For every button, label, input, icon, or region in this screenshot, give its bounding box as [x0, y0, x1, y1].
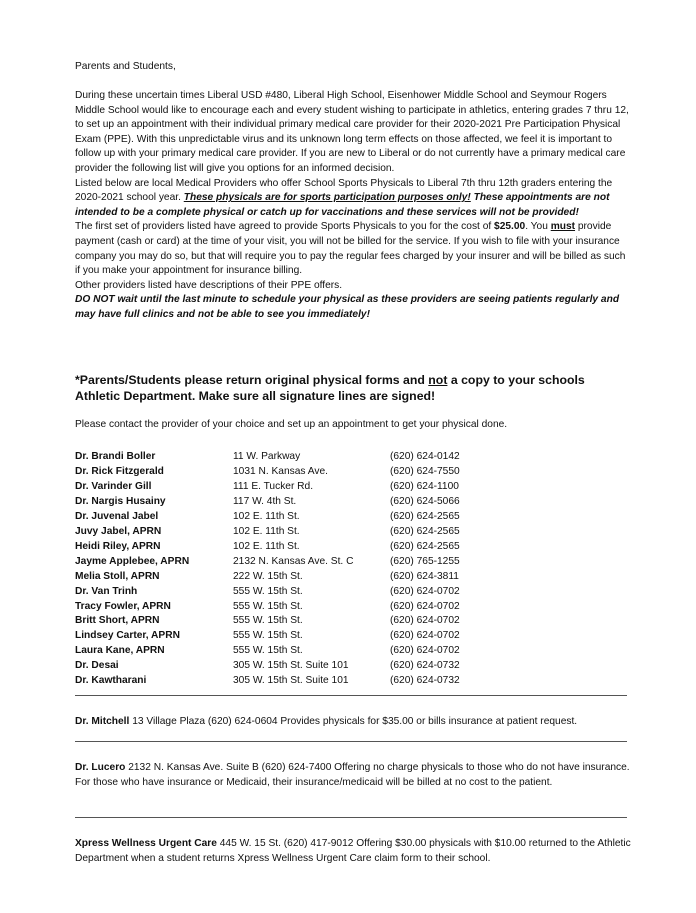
provider-phone: (620) 624-7550	[390, 465, 460, 477]
you-text: . You	[525, 221, 551, 233]
provider-row	[75, 674, 635, 689]
divider	[75, 741, 627, 742]
provider-name: Jayme Applebee, APRN	[75, 555, 190, 567]
provider-name: Britt Short, APRN	[75, 615, 160, 627]
intro-paragraph: During these uncertain times Liberal USD #480, Liberal High School, Eisenhower Middle School and Seymour Rogers Middle School would like to encourage each and every student wishing to participate in athletics, entering grades 7 thru 12, to set up an appointment with their individual primary medical care provider for their 2020-2021 Pre Participation Physical Exam (PPE). With this unpredictable virus and its unknown long term effects on those affected, we feel it is important to follow up with your primary medical care provider. If you are new to Liberal or do not currently have a primary medical care provider the following list will give you options for an informed decision.	[75, 90, 629, 174]
provider-row	[75, 465, 635, 480]
do-not-wait-text: DO NOT wait until the last minute to schedule your physical as these providers are seeing patients regularly and may have full clinics and not be able to see you immediately!	[75, 294, 620, 320]
provider-row	[75, 480, 635, 495]
divider	[75, 817, 627, 818]
provider-address: 305 W. 15th St. Suite 101	[233, 675, 349, 687]
greeting: Parents and Students,	[75, 61, 176, 72]
provider-address: 11 W. Parkway	[233, 451, 301, 462]
return-forms-note	[75, 372, 631, 404]
provider-row	[75, 510, 635, 525]
provider-address: 111 E. Tucker Rd.	[233, 480, 314, 492]
listed-paragraph	[75, 177, 631, 221]
provider-phone: (620) 624-0702	[390, 615, 460, 627]
mitchell-details: 13 Village Plaza (620) 624-0604 Provides physicals for $35.00 or bills insurance at patient request.	[129, 716, 578, 727]
provider-name: Melia Stoll, APRN	[75, 570, 160, 582]
return-note-pre: *Parents/Students please return original physical forms and	[75, 373, 429, 387]
provider-name: Juvy Jabel, APRN	[75, 525, 162, 537]
provider-address: 305 W. 15th St. Suite 101	[233, 660, 349, 672]
provider-address: 117 W. 4th St.	[233, 495, 297, 507]
divider	[75, 695, 627, 696]
provider-phone: (620) 624-0732	[390, 675, 460, 687]
xpress-entry	[75, 837, 631, 866]
provider-name: Dr. Kawtharani	[75, 675, 147, 687]
provider-name: Lindsey Carter, APRN	[75, 630, 180, 642]
lucero-details: 2132 N. Kansas Ave. Suite B (620) 624-7400 Offering no charge physicals to those who do not have insurance. For those who have insurance or Medicaid, their insurance/medicaid will be billed at no cost to the patient.	[75, 762, 630, 788]
other-providers-text: Other providers listed have descriptions of their PPE offers.	[75, 279, 343, 291]
cost-paragraph	[75, 220, 631, 278]
xpress-details: 445 W. 15 St. (620) 417-9012 Offering $30.00 physicals with $10.00 returned to the Athletic Department when a student returns Xpress Wellness Urgent Care claim form to their school.	[75, 838, 631, 864]
provider-name: Dr. Van Trinh	[75, 585, 138, 597]
provider-row	[75, 585, 635, 600]
not-complete-text: These appointments are not intended to be a complete physical or catch up for vaccinations and these services will not be provided!	[75, 192, 610, 218]
first-set-text: The first set of providers listed have agreed to provide Sports Physicals to you for the cost of	[75, 221, 495, 233]
provider-row	[75, 659, 635, 674]
provider-name: Heidi Riley, APRN	[75, 540, 161, 552]
provider-name: Dr. Desai	[75, 660, 119, 672]
mitchell-name: Dr. Mitchell	[75, 716, 130, 727]
provider-row	[75, 450, 635, 465]
provider-row	[75, 495, 635, 510]
provider-phone: (620) 765-1255	[390, 555, 460, 567]
lucero-name: Dr. Lucero	[75, 762, 126, 773]
lucero-entry	[75, 761, 631, 790]
provider-address: 555 W. 15th St.	[233, 630, 303, 642]
return-note-post: a copy to your schools Athletic Department. Make sure all signature lines are signed!	[75, 373, 585, 403]
provider-phone: (620) 624-5066	[390, 495, 460, 507]
provider-phone: (620) 624-1100	[390, 480, 459, 492]
provider-row	[75, 555, 635, 570]
provider-row	[75, 614, 635, 629]
provider-row	[75, 525, 635, 540]
provider-phone: (620) 624-3811	[390, 570, 459, 582]
provider-row	[75, 644, 635, 659]
provider-phone: (620) 624-0702	[390, 585, 460, 597]
provider-row	[75, 629, 635, 644]
listed-intro-text: Listed below are local Medical Providers who offer School Sports Physicals to Liberal 7th thru 12th graders entering the 2020-2021 school year.	[75, 177, 613, 204]
intro-section	[75, 89, 631, 323]
provider-name: Dr. Rick Fitzgerald	[75, 465, 164, 477]
provider-row	[75, 600, 635, 615]
provider-address: 102 E. 11th St.	[233, 525, 300, 537]
provider-address: 102 E. 11th St.	[233, 510, 300, 522]
provider-address: 2132 N. Kansas Ave. St. C	[233, 555, 354, 567]
provider-name: Laura Kane, APRN	[75, 645, 165, 657]
cost-value: $25.00	[494, 221, 526, 233]
provider-phone: (620) 624-0702	[390, 630, 460, 642]
provider-phone: (620) 624-0732	[390, 660, 460, 672]
provider-address: 222 W. 15th St.	[233, 570, 303, 582]
sports-only-text: These physicals are for sports participation purposes only!	[183, 192, 471, 204]
provider-name: Dr. Brandi Boller	[75, 451, 156, 462]
provider-address: 1031 N. Kansas Ave.	[233, 465, 328, 477]
provider-phone: (620) 624-0702	[390, 600, 460, 612]
contact-instructions: Please contact the provider of your choice and set up an appointment to get your physical done.	[75, 419, 508, 430]
mitchell-entry	[75, 715, 631, 730]
xpress-name: Xpress Wellness Urgent Care	[75, 838, 217, 849]
return-note-not: not	[428, 373, 448, 387]
provider-address: 555 W. 15th St.	[233, 600, 303, 612]
provider-phone: (620) 624-0702	[390, 645, 460, 657]
provider-name: Tracy Fowler, APRN	[75, 600, 171, 612]
provider-address: 555 W. 15th St.	[233, 585, 303, 597]
provider-name: Dr. Nargis Husainy	[75, 495, 166, 507]
provider-row	[75, 540, 635, 555]
provider-phone: (620) 624-2565	[390, 540, 460, 552]
provider-address: 102 E. 11th St.	[233, 540, 300, 552]
must-text: must	[550, 221, 576, 233]
provider-address: 555 W. 15th St.	[233, 645, 303, 657]
provider-phone: (620) 624-2565	[390, 525, 460, 537]
provider-phone: (620) 624-2565	[390, 510, 460, 522]
provider-row	[75, 570, 635, 585]
provider-address: 555 W. 15th St.	[233, 615, 303, 627]
provider-phone: (620) 624-0142	[390, 451, 460, 462]
provider-name: Dr. Varinder Gill	[75, 480, 152, 492]
provider-name: Dr. Juvenal Jabel	[75, 510, 159, 522]
payment-text: provide payment (cash or card) at the time of your visit, you will not be billed for the service. If you wish to file with your insurance company you may do so, but that will require you to pay the regular fees charged by your insurer and will be billed as such if you make your appointment for insurance billing.	[75, 221, 626, 277]
